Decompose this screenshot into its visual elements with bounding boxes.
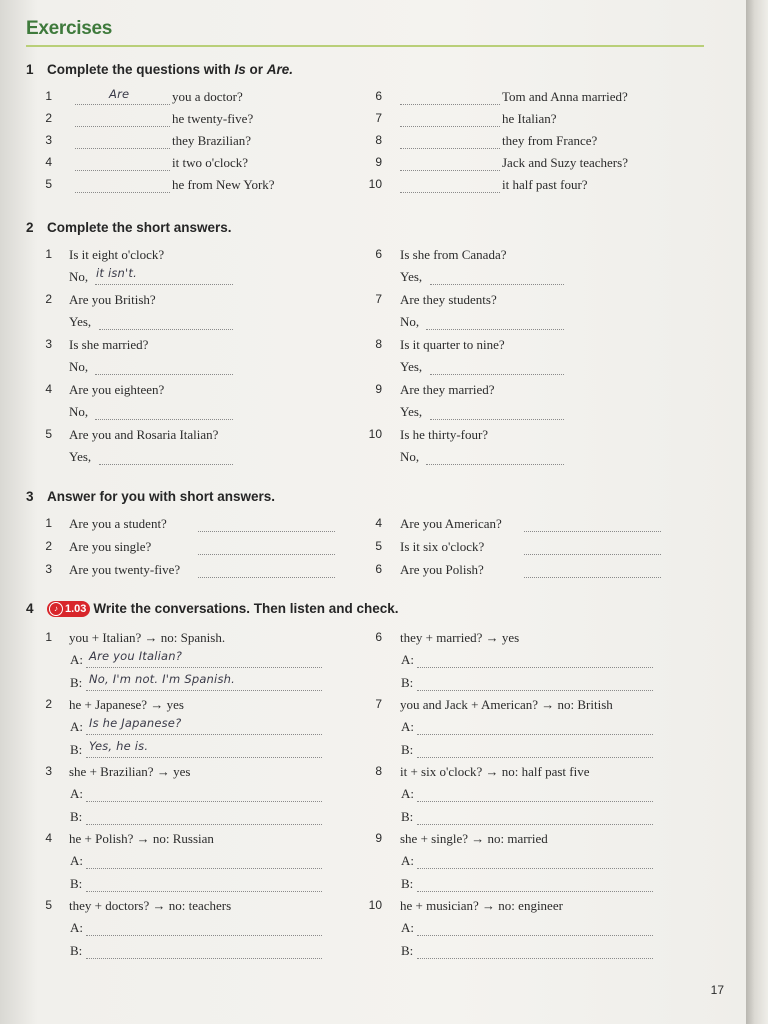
item-number: 3 (45, 764, 52, 778)
item-number: 3 (45, 562, 52, 576)
question-text: they Brazilian? (172, 133, 252, 148)
line-b-blank[interactable] (86, 739, 322, 758)
question-text: Is she from Canada? (400, 247, 507, 262)
line-b-blank[interactable] (86, 672, 322, 691)
audio-track-badge[interactable]: ♪ 1.03 (47, 601, 90, 617)
item-number: 7 (375, 697, 382, 711)
answer-prefix: Yes, (400, 269, 423, 284)
answer-blank[interactable] (400, 156, 500, 171)
item-number: 2 (45, 539, 52, 553)
item-number: 4 (375, 516, 382, 530)
ex3-heading (26, 489, 275, 504)
answer-prefix: No, (69, 404, 89, 419)
item-number: 8 (375, 337, 382, 351)
item-number: 6 (375, 247, 382, 261)
question-text: Are you and Rosaria Italian? (69, 427, 219, 442)
ex1-number: 1 (26, 62, 34, 77)
speaker-b-label: B: (401, 742, 414, 757)
ex3-number: 3 (26, 489, 34, 504)
speaker-a-label: A: (70, 652, 83, 667)
answer-prefix: No, (69, 359, 89, 374)
line-a-blank[interactable] (417, 854, 653, 869)
question-text: Are you Polish? (400, 562, 484, 577)
speaker-b-label: B: (70, 809, 83, 824)
answer-blank[interactable] (524, 517, 661, 532)
answer-blank[interactable] (95, 405, 233, 420)
prompt-text: you + Italian? → no: Spanish. (69, 630, 226, 645)
question-text: Is it quarter to nine? (400, 337, 505, 352)
item-number: 5 (45, 898, 52, 912)
answer-blank[interactable] (95, 360, 233, 375)
question-text: Are you British? (69, 292, 156, 307)
title-rule (26, 45, 704, 47)
page-number: 17 (710, 983, 724, 997)
answer-blank[interactable] (400, 134, 500, 149)
question-text: it half past four? (502, 177, 588, 192)
answer-prefix: No, (400, 314, 420, 329)
question-text: Are they married? (400, 382, 495, 397)
line-b-blank[interactable] (417, 944, 653, 959)
answer-blank[interactable] (99, 315, 233, 330)
item-number: 8 (375, 133, 382, 147)
question-text: Are you American? (400, 516, 502, 531)
speaker-b-label: B: (70, 675, 83, 690)
prompt-text: he + musician? → no: engineer (400, 898, 563, 913)
answer-blank[interactable] (400, 112, 500, 127)
ex2-instruction: Complete the short answers. (47, 220, 232, 235)
answer-prefix: No, (69, 269, 89, 284)
answer-blank[interactable] (75, 178, 170, 193)
question-text: you a doctor? (172, 89, 243, 104)
speaker-a-label: A: (70, 853, 83, 868)
item-number: 3 (45, 133, 52, 147)
question-text: Are they students? (400, 292, 497, 307)
answer-blank[interactable] (75, 112, 170, 127)
page-title: Exercises (26, 18, 113, 39)
question-text: Are you single? (69, 539, 152, 554)
question-text: it two o'clock? (172, 155, 248, 170)
line-a-blank[interactable] (86, 716, 322, 735)
line-b-blank[interactable] (86, 944, 322, 959)
handwritten-answer: No, I'm not. I'm Spanish. (89, 672, 235, 686)
item-number: 10 (368, 177, 382, 191)
speaker-b-label: B: (401, 809, 414, 824)
speaker-a-label: A: (401, 853, 414, 868)
answer-blank[interactable] (75, 87, 170, 105)
ex2-heading (26, 220, 232, 235)
question-text: he Italian? (502, 111, 557, 126)
ex4-heading (26, 601, 399, 617)
speaker-a-label: A: (70, 719, 83, 734)
line-a-blank[interactable] (86, 854, 322, 869)
ex4-number: 4 (26, 601, 34, 616)
handwritten-answer: Are you Italian? (89, 649, 183, 663)
item-number: 10 (368, 427, 382, 441)
item-number: 2 (45, 292, 52, 306)
line-a-blank[interactable] (417, 921, 653, 936)
question-text: Is it eight o'clock? (69, 247, 165, 262)
answer-blank[interactable] (75, 156, 170, 171)
speaker-b-label: B: (401, 943, 414, 958)
answer-blank[interactable] (400, 90, 500, 105)
line-a-blank[interactable] (86, 921, 322, 936)
question-text: Are you eighteen? (69, 382, 165, 397)
prompt-text: she + Brazilian? → yes (69, 764, 191, 779)
answer-blank[interactable] (430, 270, 564, 285)
handwritten-answer: Are (109, 87, 130, 101)
answer-blank[interactable] (524, 540, 661, 555)
item-number: 6 (375, 89, 382, 103)
answer-blank[interactable] (400, 178, 500, 193)
question-text: they from France? (502, 133, 598, 148)
line-a-blank[interactable] (86, 787, 322, 802)
question-text: he from New York? (172, 177, 275, 192)
item-number: 1 (45, 89, 52, 103)
ex2-number: 2 (26, 220, 34, 235)
prompt-text: you and Jack + American? → no: British (400, 697, 613, 712)
handwritten-answer: Yes, he is. (89, 739, 149, 753)
speaker-b-label: B: (70, 876, 83, 891)
line-b-blank[interactable] (417, 810, 653, 825)
answer-blank[interactable] (198, 517, 335, 532)
answer-prefix: Yes, (400, 404, 423, 419)
line-a-blank[interactable] (86, 649, 322, 668)
answer-blank[interactable] (198, 540, 335, 555)
speaker-b-label: B: (70, 742, 83, 757)
item-number: 9 (375, 382, 382, 396)
item-number: 2 (45, 697, 52, 711)
line-b-blank[interactable] (417, 676, 653, 691)
item-number: 7 (375, 292, 382, 306)
answer-blank[interactable] (524, 563, 661, 578)
item-number: 6 (375, 630, 382, 644)
ex4-instruction: Write the conversations. Then listen and check. (93, 601, 399, 616)
item-number: 10 (368, 898, 382, 912)
speaker-a-label: A: (401, 920, 414, 935)
item-number: 5 (45, 427, 52, 441)
ex1-instruction: Complete the questions with Is or Are. (47, 62, 294, 77)
audio-disc-icon: ♪ (49, 602, 63, 616)
item-number: 4 (45, 382, 52, 396)
answer-blank[interactable] (75, 134, 170, 149)
speaker-a-label: A: (401, 719, 414, 734)
speaker-b-label: B: (401, 675, 414, 690)
answer-prefix: Yes, (69, 449, 92, 464)
prompt-text: they + married? → yes (400, 630, 520, 645)
item-number: 5 (375, 539, 382, 553)
speaker-a-label: A: (401, 786, 414, 801)
item-number: 4 (45, 831, 52, 845)
item-number: 9 (375, 155, 382, 169)
line-b-blank[interactable] (86, 877, 322, 892)
item-number: 6 (375, 562, 382, 576)
question-text: Is she married? (69, 337, 149, 352)
item-number: 1 (45, 516, 52, 530)
item-number: 9 (375, 831, 382, 845)
answer-blank[interactable] (426, 315, 564, 330)
answer-prefix: No, (400, 449, 420, 464)
speaker-b-label: B: (70, 943, 83, 958)
prompt-text: they + doctors? → no: teachers (69, 898, 232, 913)
answer-blank[interactable] (430, 405, 564, 420)
answer-blank[interactable] (95, 266, 233, 285)
prompt-text: he + Polish? → no: Russian (69, 831, 214, 846)
ex3-instruction: Answer for you with short answers. (47, 489, 276, 504)
answer-blank[interactable] (99, 450, 233, 465)
question-text: Is he thirty-four? (400, 427, 489, 442)
speaker-a-label: A: (70, 920, 83, 935)
question-text: Is it six o'clock? (400, 539, 485, 554)
question-text: Jack and Suzy teachers? (502, 155, 628, 170)
item-number: 7 (375, 111, 382, 125)
prompt-text: she + single? → no: married (400, 831, 548, 846)
page-gutter (746, 0, 768, 1024)
line-a-blank[interactable] (417, 787, 653, 802)
speaker-a-label: A: (70, 786, 83, 801)
prompt-text: it + six o'clock? → no: half past five (400, 764, 590, 779)
item-number: 8 (375, 764, 382, 778)
item-number: 1 (45, 630, 52, 644)
line-b-blank[interactable] (417, 743, 653, 758)
line-a-blank[interactable] (417, 720, 653, 735)
item-number: 2 (45, 111, 52, 125)
line-a-blank[interactable] (417, 653, 653, 668)
answer-blank[interactable] (426, 450, 564, 465)
handwritten-answer: Is he Japanese? (89, 716, 182, 730)
line-b-blank[interactable] (86, 810, 322, 825)
question-text: Are you twenty-five? (69, 562, 181, 577)
item-number: 1 (45, 247, 52, 261)
answer-blank[interactable] (198, 563, 335, 578)
speaker-b-label: B: (401, 876, 414, 891)
prompt-text: he + Japanese? → yes (69, 697, 184, 712)
answer-prefix: Yes, (69, 314, 92, 329)
speaker-a-label: A: (401, 652, 414, 667)
item-number: 4 (45, 155, 52, 169)
handwritten-answer: it isn't. (96, 266, 137, 280)
ex1-heading (26, 62, 293, 77)
item-number: 5 (45, 177, 52, 191)
answer-prefix: Yes, (400, 359, 423, 374)
question-text: he twenty-five? (172, 111, 254, 126)
line-b-blank[interactable] (417, 877, 653, 892)
answer-blank[interactable] (430, 360, 564, 375)
question-text: Tom and Anna married? (502, 89, 628, 104)
item-number: 3 (45, 337, 52, 351)
question-text: Are you a student? (69, 516, 167, 531)
